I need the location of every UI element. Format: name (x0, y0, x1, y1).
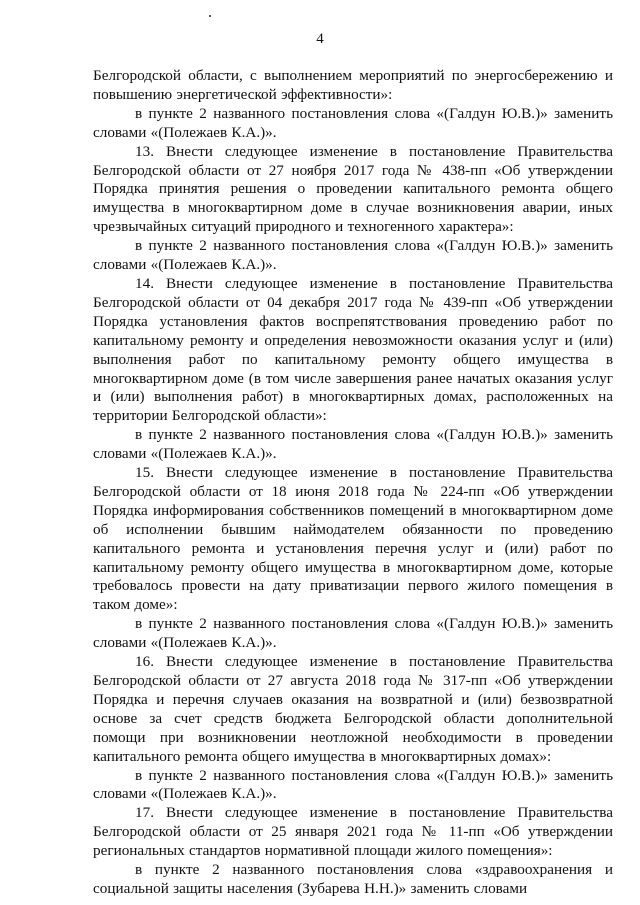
paragraph: в пункте 2 названного постановления слова «(Галдун Ю.В.)» заменить словами «(Полежаев К.А.)». (93, 104, 613, 141)
paragraph: в пункте 2 названного постановления слова «(Галдун Ю.В.)» заменить словами «(Полежаев К.А.)». (93, 766, 613, 803)
paragraph: 17. Внести следующее изменение в постановление Правительства Белгородской области от 25 января 2021 года № 11-пп «Об утверждении региональных стандартов нормативной площади жилого помещения»: (93, 804, 613, 860)
paragraph: 16. Внести следующее изменение в постановление Правительства Белгородской области от 27 августа 2018 года № 317-пп «Об утверждении Порядка и перечня случаев оказания на возвратной и (или) безвозвратной основе за счет средств бюджета Белгородской области дополнительной помощи при возникновении неотложной необходимости в проведении капитального ремонта общего имущества в многоквартирных домах»: (93, 653, 613, 765)
paragraph: в пункте 2 названного постановления слова «здравоохранения и социальной защиты населения (Зубарева Н.Н.)» заменить словами (93, 861, 613, 897)
paragraph: в пункте 2 названного постановления слова «(Галдун Ю.В.)» заменить словами «(Полежаев К.А.)». (93, 615, 613, 652)
page-number: 4 (316, 31, 324, 47)
paragraph: в пункте 2 названного постановления слова «(Галдун Ю.В.)» заменить словами «(Полежаев К.А.)». (93, 426, 613, 463)
scan-speck (209, 15, 211, 17)
document-body (93, 67, 613, 899)
paragraph: 14. Внести следующее изменение в постановление Правительства Белгородской области от 04 декабря 2017 года № 439-пп «Об утверждении Порядка установления фактов воспрепятствования проведению работ по капитальному ремонту и определения невозможности оказания услуг и (или) выполнения работ по капитальному ремонту общего имущества в многоквартирном доме (в том числе завершения ранее начатых оказания услуг и (или) выполнения работ) в многоквартирных домах, расположенных на территории Белгородской области»: (93, 274, 613, 425)
paragraph: Белгородской области, с выполнением мероприятий по энергосбережению и повышению энергетической эффективности»: (93, 67, 613, 103)
paragraph: 15. Внести следующее изменение в постановление Правительства Белгородской области от 18 июня 2018 года № 224-пп «Об утверждении Порядка информирования собственников помещений в многоквартирном доме об исполнении бывшим наймодателем обязанности по проведению капитального ремонта и установления перечня услуг и (или) работ по капитальному ремонту общего имущества в многоквартирном доме, которые требовалось провести на дату приватизации первого жилого помещения в таком доме»: (93, 464, 613, 614)
paragraph: 13. Внести следующее изменение в постановление Правительства Белгородской области от 27 ноября 2017 года № 438-пп «Об утверждении Порядка принятия решения о проведении капитального ремонта общего имущества в многоквартирном доме в случае возникновения аварии, иных чрезвычайных ситуаций природного и техногенного характера»: (93, 142, 613, 236)
paragraph: в пункте 2 названного постановления слова «(Галдун Ю.В.)» заменить словами «(Полежаев К.А.)». (93, 237, 613, 274)
